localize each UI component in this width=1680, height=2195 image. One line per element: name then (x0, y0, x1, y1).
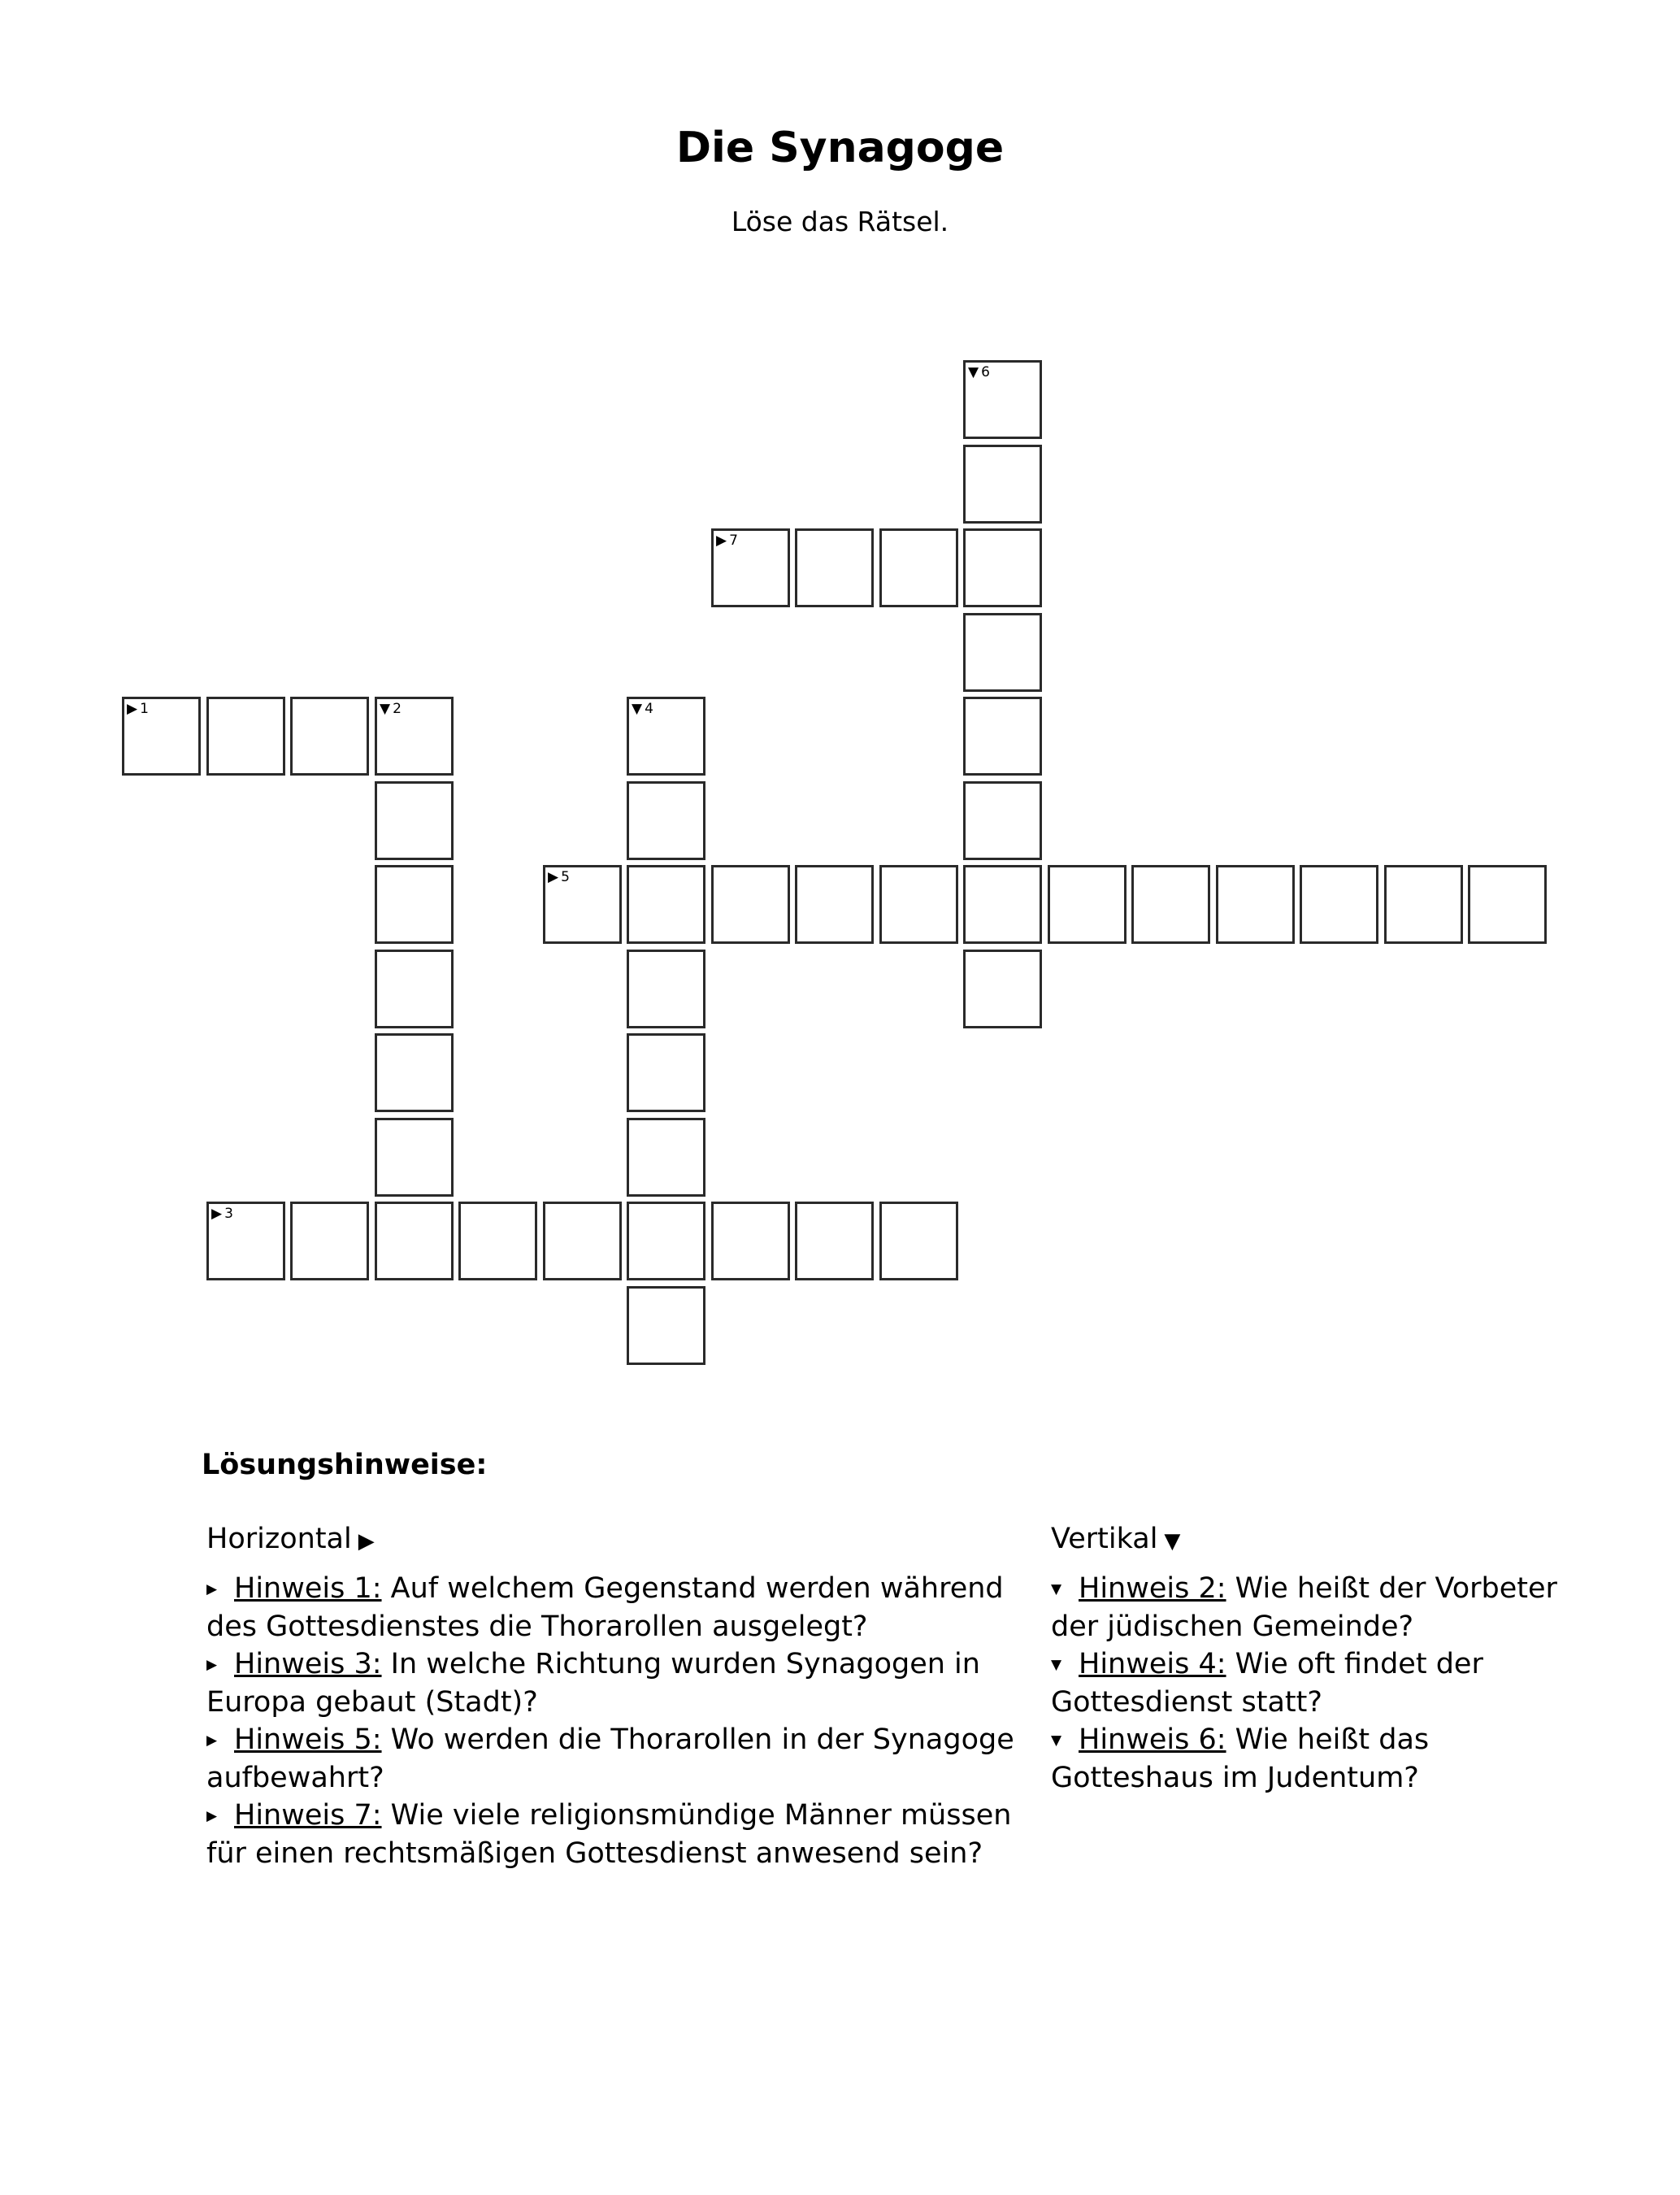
crossword-cell[interactable] (963, 528, 1042, 607)
crossword-cell[interactable] (795, 1202, 874, 1280)
clue-horizontal-3 (206, 1645, 1019, 1721)
crossword-cell[interactable] (1300, 865, 1378, 944)
crossword-cell[interactable] (206, 1202, 285, 1280)
crossword-cell[interactable] (963, 360, 1042, 439)
crossword-cell[interactable] (122, 697, 201, 776)
clue-vertical-4 (1051, 1645, 1587, 1721)
right-arrow-icon: ▶ (211, 1206, 223, 1222)
crossword-cell[interactable] (627, 781, 705, 860)
page-title: Die Synagoge (675, 124, 1005, 172)
clue-number: 1 (140, 701, 149, 717)
crossword-cell[interactable] (290, 1202, 369, 1280)
crossword-cell[interactable] (458, 1202, 537, 1280)
clue-number-marker (716, 532, 738, 549)
clue-number: 4 (645, 701, 653, 717)
down-arrow-icon: ▼ (632, 701, 643, 717)
hint-label: Hinweis 4: (1079, 1648, 1226, 1680)
page-subtitle: Löse das Rätsel. (731, 206, 949, 237)
crossword-cell[interactable] (627, 1202, 705, 1280)
crossword-cell[interactable] (375, 697, 454, 776)
hint-text: Wie heißt der Vorbeter der jüdischen Gemeinde? (1051, 1572, 1557, 1643)
clue-vertical-6 (1051, 1721, 1587, 1797)
crossword-cell[interactable] (627, 950, 705, 1028)
down-arrow-icon: ▼ (968, 364, 979, 380)
clue-horizontal-1 (206, 1570, 1019, 1645)
crossword-cell[interactable] (206, 697, 285, 776)
right-arrow-icon: ▶ (206, 1808, 218, 1824)
clue-number-marker (211, 1206, 233, 1222)
clue-horizontal-7 (206, 1797, 1019, 1872)
crossword-cell[interactable] (879, 1202, 958, 1280)
clue-number-marker (127, 701, 149, 717)
right-arrow-icon: ▶ (206, 1581, 218, 1597)
crossword-cell[interactable] (375, 781, 454, 860)
clue-number: 3 (224, 1206, 233, 1222)
hint-label: Hinweis 6: (1079, 1723, 1226, 1756)
crossword-cell[interactable] (963, 697, 1042, 776)
clue-number: 2 (393, 701, 402, 717)
right-arrow-icon: ▶ (127, 701, 138, 717)
crossword-cell[interactable] (711, 528, 790, 607)
hint-text: Wo werden die Thorarollen in der Synagoge aufbewahrt? (206, 1723, 1014, 1794)
clue-horizontal-5 (206, 1721, 1019, 1797)
hint-label: Hinweis 7: (234, 1799, 382, 1832)
right-arrow-icon: ▶ (358, 1529, 375, 1554)
crossword-cell[interactable] (963, 950, 1042, 1028)
crossword-cell[interactable] (375, 1202, 454, 1280)
hint-text: Wie oft findet der Gottesdienst statt? (1051, 1648, 1483, 1719)
down-arrow-icon: ▼ (1051, 1581, 1062, 1597)
crossword-cell[interactable] (795, 528, 874, 607)
crossword-cell[interactable] (627, 1286, 705, 1365)
hint-text: Wie heißt das Gotteshaus im Judentum? (1051, 1723, 1430, 1794)
crossword-cell[interactable] (1048, 865, 1127, 944)
clue-number-marker (548, 869, 570, 885)
crossword-cell[interactable] (375, 1118, 454, 1197)
crossword-cell[interactable] (1131, 865, 1210, 944)
vertical-label: Vertikal (1051, 1523, 1158, 1555)
vertical-heading (1051, 1520, 1587, 1560)
clue-number-marker (968, 364, 990, 380)
crossword-cell[interactable] (963, 865, 1042, 944)
vertical-clues (1051, 1520, 1587, 1797)
crossword-cell[interactable] (879, 865, 958, 944)
down-arrow-icon: ▼ (1051, 1732, 1062, 1749)
right-arrow-icon: ▶ (206, 1657, 218, 1673)
crossword-cell[interactable] (963, 781, 1042, 860)
hint-label: Hinweis 5: (234, 1723, 382, 1756)
crossword-cell[interactable] (795, 865, 874, 944)
clue-number-marker (632, 701, 653, 717)
horizontal-clues (206, 1520, 1019, 1872)
right-arrow-icon: ▶ (716, 532, 727, 549)
crossword-cell[interactable] (627, 865, 705, 944)
down-arrow-icon: ▼ (380, 701, 391, 717)
hints-heading: Lösungshinweise: (202, 1449, 488, 1481)
crossword-cell[interactable] (711, 865, 790, 944)
clue-number: 5 (561, 869, 570, 885)
down-arrow-icon: ▼ (1164, 1529, 1181, 1554)
clue-number: 6 (981, 364, 990, 380)
hint-label: Hinweis 2: (1079, 1572, 1226, 1605)
horizontal-label: Horizontal (206, 1523, 352, 1555)
right-arrow-icon: ▶ (206, 1732, 218, 1749)
crossword-cell[interactable] (1216, 865, 1295, 944)
clue-number: 7 (729, 532, 738, 549)
hint-label: Hinweis 3: (234, 1648, 382, 1680)
hint-label: Hinweis 1: (234, 1572, 382, 1605)
crossword-cell[interactable] (879, 528, 958, 607)
down-arrow-icon: ▼ (1051, 1657, 1062, 1673)
crossword-cell[interactable] (963, 613, 1042, 692)
crossword-cell[interactable] (375, 865, 454, 944)
crossword-cell[interactable] (627, 697, 705, 776)
right-arrow-icon: ▶ (548, 869, 559, 885)
hint-text: In welche Richtung wurden Synagogen in Europa gebaut (Stadt)? (206, 1648, 980, 1719)
crossword-cell[interactable] (627, 1033, 705, 1112)
crossword-cell[interactable] (627, 1118, 705, 1197)
crossword-cell[interactable] (290, 697, 369, 776)
crossword-cell[interactable] (543, 865, 622, 944)
crossword-cell[interactable] (1384, 865, 1463, 944)
crossword-cell[interactable] (711, 1202, 790, 1280)
crossword-cell[interactable] (963, 445, 1042, 524)
crossword-cell[interactable] (375, 950, 454, 1028)
clue-vertical-2 (1051, 1570, 1587, 1645)
horizontal-heading (206, 1520, 1019, 1560)
crossword-cell[interactable] (375, 1033, 454, 1112)
crossword-cell[interactable] (1468, 865, 1547, 944)
clue-number-marker (380, 701, 402, 717)
hint-text: Wie viele religionsmündige Männer müssen für einen rechtsmäßigen Gottesdienst anwesend sein? (206, 1799, 1012, 1870)
crossword-cell[interactable] (543, 1202, 622, 1280)
hint-text: Auf welchem Gegenstand werden während des Gottesdienstes die Thorarollen ausgelegt? (206, 1572, 1004, 1643)
